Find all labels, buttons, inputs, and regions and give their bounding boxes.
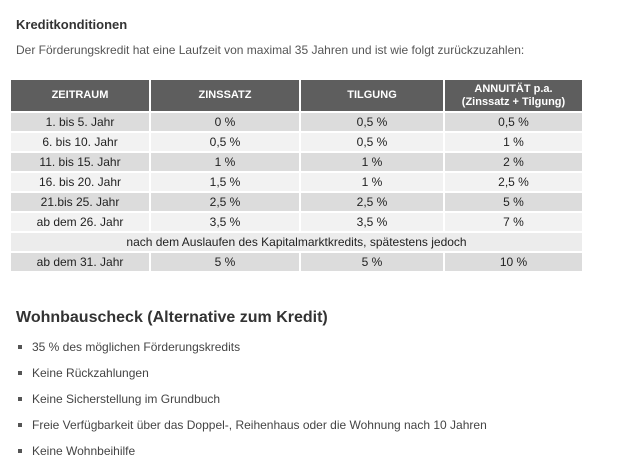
cell-tilgung: 1 % bbox=[301, 153, 443, 171]
cell-annuitaet: 0,5 % bbox=[445, 113, 582, 131]
cell-zeitraum: ab dem 31. Jahr bbox=[11, 253, 149, 271]
table-row bbox=[11, 173, 582, 191]
table-header-row bbox=[11, 80, 582, 111]
cell-annuitaet: 7 % bbox=[445, 213, 582, 231]
header-zinssatz: ZINSSATZ bbox=[151, 80, 299, 111]
table-row bbox=[11, 193, 582, 211]
cell-zinssatz: 0 % bbox=[151, 113, 299, 131]
header-annuitaet bbox=[445, 80, 582, 111]
cell-zinssatz: 2,5 % bbox=[151, 193, 299, 211]
list-item bbox=[16, 387, 487, 413]
table-row bbox=[11, 153, 582, 171]
cell-tilgung: 1 % bbox=[301, 173, 443, 191]
header-tilgung: TILGUNG bbox=[301, 80, 443, 111]
wohnbauscheck-title: Wohnbauscheck (Alternative zum Kredit) bbox=[16, 309, 328, 326]
cell-zinssatz: 1 % bbox=[151, 153, 299, 171]
list-item-text: Keine Rückzahlungen bbox=[32, 366, 149, 380]
cell-annuitaet: 2 % bbox=[445, 153, 582, 171]
cell-annuitaet: 10 % bbox=[445, 253, 582, 271]
cell-tilgung: 3,5 % bbox=[301, 213, 443, 231]
cell-zinssatz: 3,5 % bbox=[151, 213, 299, 231]
table-row bbox=[11, 253, 582, 271]
bullet-icon bbox=[18, 423, 22, 427]
cell-tilgung: 5 % bbox=[301, 253, 443, 271]
table-row bbox=[11, 133, 582, 151]
cell-zeitraum: 1. bis 5. Jahr bbox=[11, 113, 149, 131]
table-row bbox=[11, 213, 582, 231]
section-title: Kreditkonditionen bbox=[16, 17, 128, 32]
table-row bbox=[11, 113, 582, 131]
table-note: nach dem Auslaufen des Kapitalmarktkredits, spätestens jedoch bbox=[11, 233, 582, 251]
cell-zeitraum: 21.bis 25. Jahr bbox=[11, 193, 149, 211]
cell-tilgung: 0,5 % bbox=[301, 133, 443, 151]
bullet-icon bbox=[18, 397, 22, 401]
intro-text: Der Förderungskredit hat eine Laufzeit von maximal 35 Jahren und ist wie folgt zurückzuzahlen: bbox=[16, 43, 525, 57]
bullet-icon bbox=[18, 345, 22, 349]
list-item-text: Keine Sicherstellung im Grundbuch bbox=[32, 392, 221, 406]
cell-tilgung: 0,5 % bbox=[301, 113, 443, 131]
cell-zeitraum: 6. bis 10. Jahr bbox=[11, 133, 149, 151]
list-item-text: 35 % des möglichen Förderungskredits bbox=[32, 340, 241, 354]
bullet-icon bbox=[18, 449, 22, 453]
table-note-row bbox=[11, 233, 582, 251]
header-zeitraum: ZEITRAUM bbox=[11, 80, 149, 111]
header-annuitaet-sub: (Zinssatz + Tilgung) bbox=[461, 95, 566, 108]
kredit-table bbox=[9, 78, 584, 273]
wohnbauscheck-list bbox=[16, 335, 487, 465]
cell-tilgung: 2,5 % bbox=[301, 193, 443, 211]
list-item bbox=[16, 413, 487, 439]
cell-zinssatz: 0,5 % bbox=[151, 133, 299, 151]
list-item bbox=[16, 439, 487, 465]
bullet-icon bbox=[18, 371, 22, 375]
cell-zeitraum: 11. bis 15. Jahr bbox=[11, 153, 149, 171]
cell-annuitaet: 5 % bbox=[445, 193, 582, 211]
list-item-text: Keine Wohnbeihilfe bbox=[32, 444, 136, 458]
cell-zinssatz: 1,5 % bbox=[151, 173, 299, 191]
list-item-text: Freie Verfügbarkeit über das Doppel-, Reihenhaus oder die Wohnung nach 10 Jahren bbox=[32, 418, 487, 432]
list-item bbox=[16, 335, 487, 361]
cell-zeitraum: ab dem 26. Jahr bbox=[11, 213, 149, 231]
cell-annuitaet: 2,5 % bbox=[445, 173, 582, 191]
list-item bbox=[16, 361, 487, 387]
cell-zeitraum: 16. bis 20. Jahr bbox=[11, 173, 149, 191]
cell-zinssatz: 5 % bbox=[151, 253, 299, 271]
cell-annuitaet: 1 % bbox=[445, 133, 582, 151]
header-annuitaet-label: ANNUITÄT p.a. bbox=[474, 82, 553, 95]
